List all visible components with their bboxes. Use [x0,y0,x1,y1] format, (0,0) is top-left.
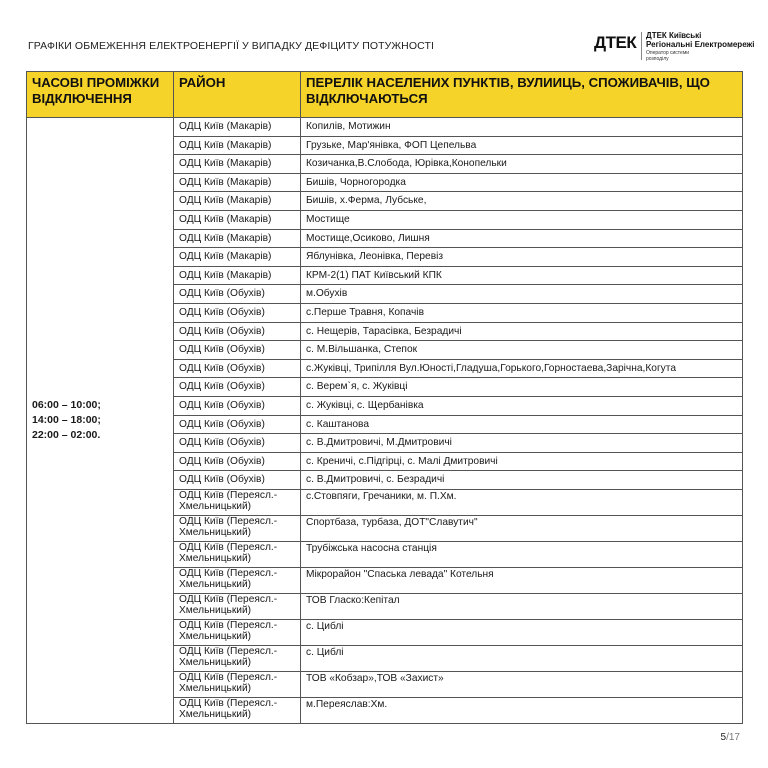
district-cell: ОДЦ Київ (Переясл.-Хмельницький) [174,619,301,645]
places-cell: с. Креничі, с.Підгірці, с. Малі Дмитровичі [301,452,743,471]
logo-name-line2: Регіональні Електромережі [646,40,755,49]
page-total: /17 [726,732,740,743]
district-cell: ОДЦ Київ (Обухів) [174,359,301,378]
table-header-row [27,72,743,118]
time-slot: 14:00 – 18:00; [32,413,101,426]
district-cell: ОДЦ Київ (Макарів) [174,248,301,267]
places-cell: с. В.Дмитровичі, с. Безрадичі [301,471,743,490]
district-cell: ОДЦ Київ (Переясл.-Хмельницький) [174,489,301,515]
places-cell: ТОВ «Кобзар»,ТОВ «Захист» [301,671,743,697]
page-number [721,732,740,743]
places-cell: Яблунівка, Леонівка, Перевіз [301,248,743,267]
logo-sub-line2: розподілу [646,56,669,62]
places-cell: ТОВ Гласко:Кепітал [301,593,743,619]
time-slot: 06:00 – 10:00; [32,398,101,411]
places-cell: с. Циблі [301,645,743,671]
table-body [27,118,743,724]
district-cell: ОДЦ Київ (Обухів) [174,322,301,341]
district-cell: ОДЦ Київ (Переясл.-Хмельницький) [174,671,301,697]
places-cell: Мікрорайон "Спаська левада" Котельня [301,567,743,593]
places-cell: Мостище,Осиково, Лишня [301,229,743,248]
district-cell: ОДЦ Київ (Переясл.-Хмельницький) [174,697,301,723]
places-cell: КРМ-2(1) ПАТ Київський КПК [301,266,743,285]
places-cell: Козичанка,В.Слобода, Юрівка,Конопельки [301,155,743,174]
page-current: 5 [720,732,727,743]
time-slot: 22:00 – 02:00. [32,428,101,441]
places-cell: Спортбаза, турбаза, ДОТ"Славутич" [301,515,743,541]
district-cell: ОДЦ Київ (Макарів) [174,173,301,192]
table-row [27,118,743,137]
district-cell: ОДЦ Київ (Обухів) [174,415,301,434]
places-cell: с. Циблі [301,619,743,645]
places-cell: с. Жуківці, с. Щербанівка [301,396,743,415]
logo-name-line1: ДТЕК Київські [646,31,702,40]
places-cell: с.Стовпяги, Гречаники, м. П.Хм. [301,489,743,515]
district-cell: ОДЦ Київ (Обухів) [174,452,301,471]
logo-mark: ДТЕК [594,33,637,52]
time-slots-cell [27,118,174,724]
district-cell: ОДЦ Київ (Макарів) [174,229,301,248]
places-cell: Трубіжська насосна станція [301,541,743,567]
places-cell: с.Жуківці, Трипілля Вул.Юності,Гладуша,Горького,Горностаева,Зарічна,Когута [301,359,743,378]
places-cell: с. Каштанова [301,415,743,434]
district-cell: ОДЦ Київ (Обухів) [174,378,301,397]
district-cell: ОДЦ Київ (Обухів) [174,471,301,490]
district-cell: ОДЦ Київ (Макарів) [174,210,301,229]
district-cell: ОДЦ Київ (Переясл.-Хмельницький) [174,593,301,619]
district-cell: ОДЦ Київ (Переясл.-Хмельницький) [174,515,301,541]
district-cell: ОДЦ Київ (Обухів) [174,396,301,415]
district-cell: ОДЦ Київ (Обухів) [174,285,301,304]
district-cell: ОДЦ Київ (Переясл.-Хмельницький) [174,567,301,593]
page-title: ГРАФІКИ ОБМЕЖЕННЯ ЕЛЕКТРОЕНЕРГІЇ У ВИПАДКУ ДЕФІЦИТУ ПОТУЖНОСТІ [28,40,434,52]
places-cell: Бишів, Чорногородка [301,173,743,192]
places-cell: с.Перше Травня, Копачів [301,303,743,322]
district-cell: ОДЦ Київ (Макарів) [174,155,301,174]
district-cell: ОДЦ Київ (Макарів) [174,136,301,155]
header-time: ЧАСОВІ ПРОМІЖКИ ВІДКЛЮЧЕННЯ [27,72,174,118]
header-district: РАЙОН [174,72,301,118]
company-logo [594,30,754,66]
district-cell: ОДЦ Київ (Переясл.-Хмельницький) [174,541,301,567]
places-cell: Бишів, х.Ферма, Лубське, [301,192,743,211]
schedule-table [26,71,743,724]
places-cell: Грузьке, Мар'янівка, ФОП Цепельва [301,136,743,155]
places-cell: Копилів, Мотижин [301,118,743,137]
district-cell: ОДЦ Київ (Макарів) [174,118,301,137]
logo-sub-line1: Оператор системи [646,50,690,56]
places-cell: с. М.Вільшанка, Степок [301,341,743,360]
places-cell: с. Нещерів, Тарасівка, Безрадичі [301,322,743,341]
places-cell: Мостище [301,210,743,229]
district-cell: ОДЦ Київ (Обухів) [174,341,301,360]
places-cell: м.Обухів [301,285,743,304]
district-cell: ОДЦ Київ (Макарів) [174,192,301,211]
district-cell: ОДЦ Київ (Обухів) [174,434,301,453]
places-cell: с. В.Дмитровичі, М.Дмитровичі [301,434,743,453]
district-cell: ОДЦ Київ (Обухів) [174,303,301,322]
district-cell: ОДЦ Київ (Переясл.-Хмельницький) [174,645,301,671]
logo-divider [641,32,642,60]
header-places: ПЕРЕЛІК НАСЕЛЕНИХ ПУНКТІВ, ВУЛИИЦЬ, СПОЖИВАЧІВ, ЩО ВІДКЛЮЧАЮТЬСЯ [301,72,743,118]
district-cell: ОДЦ Київ (Макарів) [174,266,301,285]
places-cell: с. Верем`я, с. Жуківці [301,378,743,397]
places-cell: м.Переяслав:Хм. [301,697,743,723]
